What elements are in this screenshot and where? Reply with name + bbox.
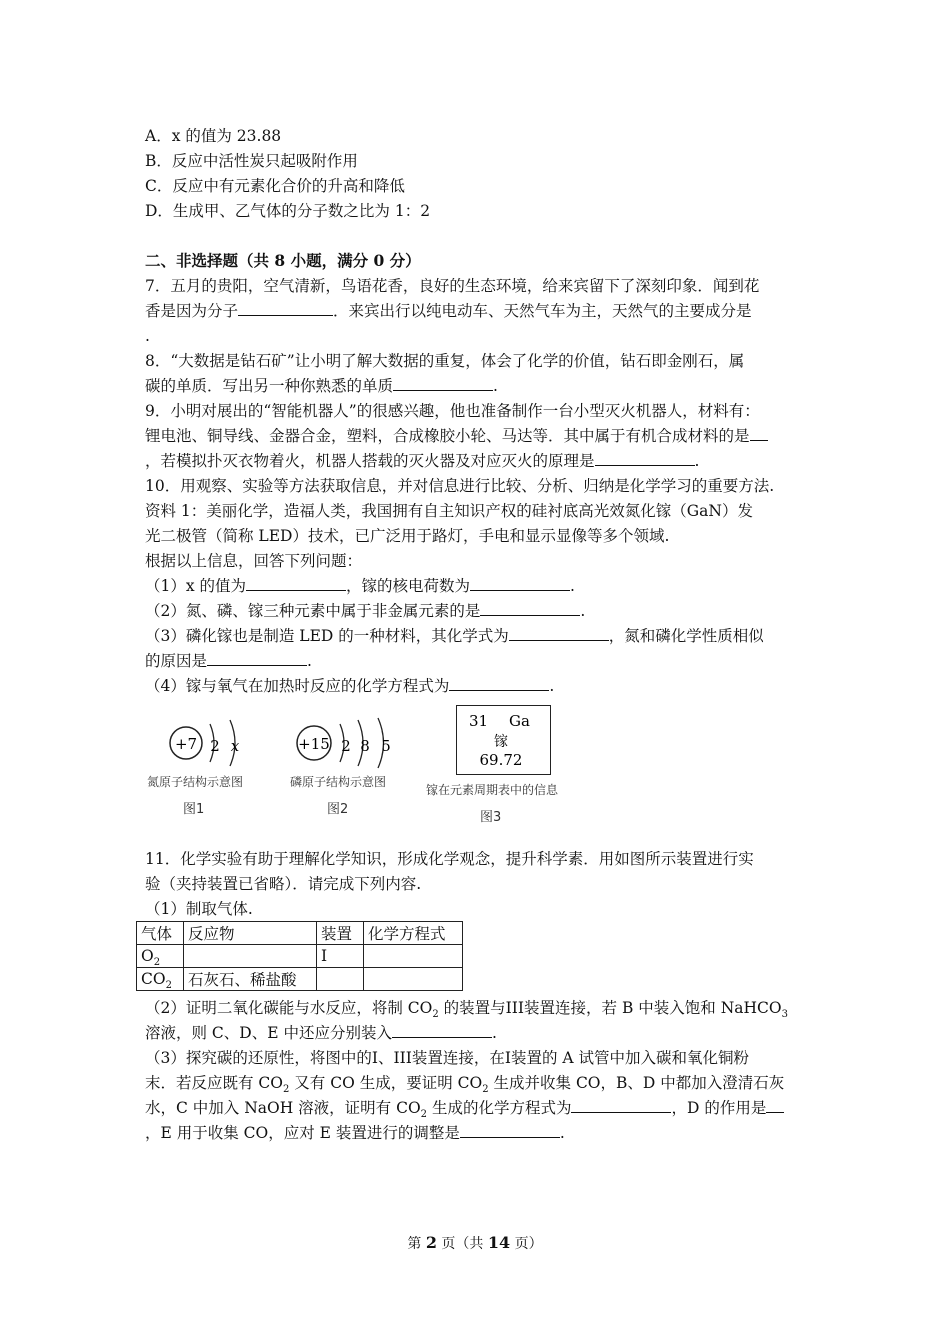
q10-sub1: [145, 576, 575, 596]
answer-blank: [470, 576, 570, 591]
q11-s3-text: .: [559, 1124, 565, 1142]
atom-diagram-2: [288, 712, 408, 772]
q10-sub3: [145, 626, 764, 646]
q10-s2-text-a: （2）氮、磷、镓三种元素中属于非金属元素的是: [145, 602, 481, 620]
q7-line2: [145, 301, 752, 321]
q11-s3-text: 生成的化学方程式为: [427, 1099, 572, 1117]
page-footer: [0, 1233, 950, 1253]
q11-line2: 验（夹持装置已省略）．请完成下列内容.: [145, 875, 422, 893]
q10-s3-text-c: 的原因是: [145, 652, 208, 670]
answer-blank: [238, 301, 333, 316]
figure-1-caption: 氮原子结构示意图: [147, 775, 244, 789]
table-header: 装置: [317, 922, 364, 945]
figure-1-nitrogen-atom: [160, 712, 270, 772]
table-header: 气体: [137, 922, 184, 945]
gas-formula: O: [141, 947, 154, 965]
subscript: 2: [153, 957, 161, 969]
page-number: 2: [425, 1233, 437, 1252]
footer-text: 页）: [510, 1236, 543, 1252]
atomic-number: 31: [469, 712, 489, 730]
gas-formula: CO: [141, 970, 166, 988]
q9-text-b: 锂电池、铜导线、金器合金，塑料，合成橡胶小轮、马达等．其中属于有机合成材料的是: [145, 427, 750, 445]
answer-blank: [509, 626, 609, 641]
answer-blank: [207, 651, 307, 666]
figure-2-label: 图2: [327, 802, 349, 817]
option-a: A．x 的值为 23.88: [145, 127, 282, 145]
table-row: [137, 968, 463, 991]
q10-sub4: [145, 676, 554, 696]
subscript: 2: [165, 980, 172, 992]
table-cell-equation: [364, 968, 463, 991]
q11-sub2-cont: [145, 1023, 497, 1043]
footer-text: 页（共: [436, 1236, 488, 1252]
option-d: D．生成甲、乙气体的分子数之比为 1：2: [145, 202, 431, 220]
q10-s2-text-b: .: [580, 602, 586, 620]
nucleus-charge: +7: [174, 735, 198, 753]
shell-electrons-1: 2: [210, 737, 220, 755]
q11-s3-text: 末．若反应既有 CO: [145, 1074, 283, 1092]
q10-s1-text-b: ，镓的核电荷数为: [346, 577, 471, 595]
q11-s3-text: ，D 的作用是: [671, 1099, 767, 1117]
q10-s3-text-d: .: [307, 652, 312, 670]
answer-blank: [246, 576, 346, 591]
q8-line2: [145, 376, 498, 396]
answer-blank: [449, 676, 549, 691]
q7-text-a: 香是因为分子: [145, 302, 239, 320]
q10-s1-text-c: .: [570, 577, 575, 595]
element-name: 镓: [494, 734, 508, 750]
q10-line4: 根据以上信息，回答下列问题：: [145, 552, 363, 570]
section-heading: 二、非选择题（共 8 小题，满分 0 分）: [145, 251, 421, 270]
subscript: 2: [283, 1084, 290, 1096]
table-row: [137, 945, 463, 968]
figure-1-label: 图1: [183, 802, 205, 817]
shell-electrons-1: 2: [341, 737, 351, 755]
q9-text-c: ，若模拟扑灭衣物着火，机器人搭载的灭火器及对应灭火的原理是: [145, 452, 595, 470]
table-header: 化学方程式: [364, 922, 463, 945]
q10-s3-text-b: ，氮和磷化学性质相似: [608, 627, 764, 645]
option-b: B．反应中活性炭只起吸附作用: [145, 152, 358, 170]
q11-sub3-line3: [145, 1098, 784, 1121]
shell-electrons-2: x: [230, 737, 240, 755]
q10-line2: 资料 1：美丽化学，造福人类，我国拥有自主知识产权的硅衬底高光效氮化镓（GaN）发: [145, 502, 753, 520]
element-card-content: [457, 706, 549, 773]
q8-text-a: 碳的单质．写出另一种你熟悉的单质: [145, 377, 394, 395]
table-header-row: [137, 922, 463, 945]
q10-s1-text-a: （1）x 的值为: [145, 577, 247, 595]
q11-s3-text: 又有 CO 生成，要证明 CO: [289, 1074, 483, 1092]
figure-3-label: 图3: [480, 810, 502, 825]
q11-line1: 11．化学实验有助于理解化学知识，形成化学观念，提升科学素．用如图所示装置进行实: [145, 850, 754, 868]
table-cell-gas: [137, 945, 184, 968]
figure-2-phosphorus-atom: [288, 712, 408, 772]
answer-blank: [766, 1098, 784, 1113]
q11-sub1: （1）制取气体.: [145, 900, 253, 918]
atom-diagram-1: [160, 712, 270, 772]
answer-blank: [571, 1098, 671, 1113]
q8-text-b: .: [493, 377, 498, 395]
q9-line1: 9．小明对展出的“智能机器人”的很感兴趣，他也准备制作一台小型灭火机器人，材料有：: [145, 402, 760, 420]
answer-blank: [480, 601, 580, 616]
element-symbol: Ga: [509, 712, 530, 730]
subscript: 2: [482, 1084, 489, 1096]
shell-electrons-2: 8: [360, 737, 370, 755]
q11-s2-text-a: （2）证明二氧化碳能与水反应，将制 CO: [145, 999, 433, 1017]
answer-blank: [750, 426, 768, 441]
q11-sub3-line1: （3）探究碳的还原性，将图中的Ⅰ、III装置连接，在Ⅰ装置的 A 试管中加入碳和氧化铜粉: [145, 1049, 750, 1067]
q11-sub3-line2: [145, 1073, 785, 1096]
q10-line1: 10．用观察、实验等方法获取信息，并对信息进行比较、分析、归纳是化学学习的重要方法.: [145, 477, 775, 495]
shell-electrons-3: 5: [381, 737, 391, 755]
q10-s3-text-a: （3）磷化镓也是制造 LED 的一种材料，其化学式为: [145, 627, 509, 645]
q7-line1: 7．五月的贵阳，空气清新，鸟语花香，良好的生态环境，给来宾留下了深刻印象．闻到花: [145, 277, 760, 295]
q10-s4-text-b: .: [549, 677, 555, 695]
answer-blank: [595, 451, 695, 466]
q11-s2-text-c: 溶液，则 C、D、E 中还应分别装入: [145, 1024, 392, 1042]
q10-sub3-cont: [145, 651, 312, 671]
atomic-mass: 69.72: [479, 751, 523, 769]
table-cell-device: I: [317, 945, 364, 968]
q7-text-b: ．来宾出行以纯电动车、天然气车为主，天然气的主要成分是: [333, 302, 752, 320]
table-header: 反应物: [184, 922, 317, 945]
q7-line3: .: [145, 327, 150, 345]
table-cell-equation: [364, 945, 463, 968]
q9-line3: [145, 451, 699, 471]
q11-s3-text: 生成并收集 CO，B、D 中都加入澄清石灰: [488, 1074, 785, 1092]
figure-2-caption: 磷原子结构示意图: [290, 775, 387, 789]
q8-line1: 8．“大数据是钻石矿”让小明了解大数据的重复，体会了化学的价值，钻石即金刚石，属: [145, 352, 745, 370]
figure-3-element-card: [456, 705, 551, 775]
q11-s2-text-b: 的装置与III装置连接，若 B 中装入饱和 NaHCO: [438, 999, 782, 1017]
subscript: 3: [781, 1009, 788, 1021]
q10-line3: 光二极管（简称 LED）技术，已广泛用于路灯，手电和显示显像等多个领域.: [145, 527, 670, 545]
q11-s3-text: 水，C 中加入 NaOH 溶液，证明有 CO: [145, 1099, 421, 1117]
answer-blank: [460, 1123, 560, 1138]
figure-3-caption: 镓在元素周期表中的信息: [426, 783, 559, 797]
nucleus-charge: +15: [298, 735, 330, 753]
q9-text-d: .: [694, 452, 700, 470]
q9-line2: [145, 426, 768, 446]
subscript: 2: [432, 1009, 439, 1021]
q11-s2-text-d: .: [491, 1024, 497, 1042]
table-cell-reactant: 石灰石、稀盐酸: [184, 968, 317, 991]
option-c: C．反应中有元素化合价的升高和降低: [145, 177, 405, 195]
table-cell-reactant: [184, 945, 317, 968]
q11-sub3-line4: [145, 1123, 565, 1143]
table-cell-gas: [137, 968, 184, 991]
answer-blank: [393, 376, 493, 391]
subscript: 2: [420, 1109, 428, 1121]
table-cell-device: [317, 968, 364, 991]
total-pages: 14: [487, 1233, 511, 1252]
q11-sub2: [145, 998, 788, 1021]
q10-s4-text-a: （4）镓与氧气在加热时反应的化学方程式为: [145, 677, 450, 695]
gas-table: [136, 921, 463, 991]
answer-blank: [392, 1023, 492, 1038]
q10-sub2: [145, 601, 585, 621]
q11-s3-text: ，E 用于收集 CO，应对 E 装置进行的调整是: [145, 1124, 460, 1142]
footer-text: 第: [407, 1236, 426, 1252]
